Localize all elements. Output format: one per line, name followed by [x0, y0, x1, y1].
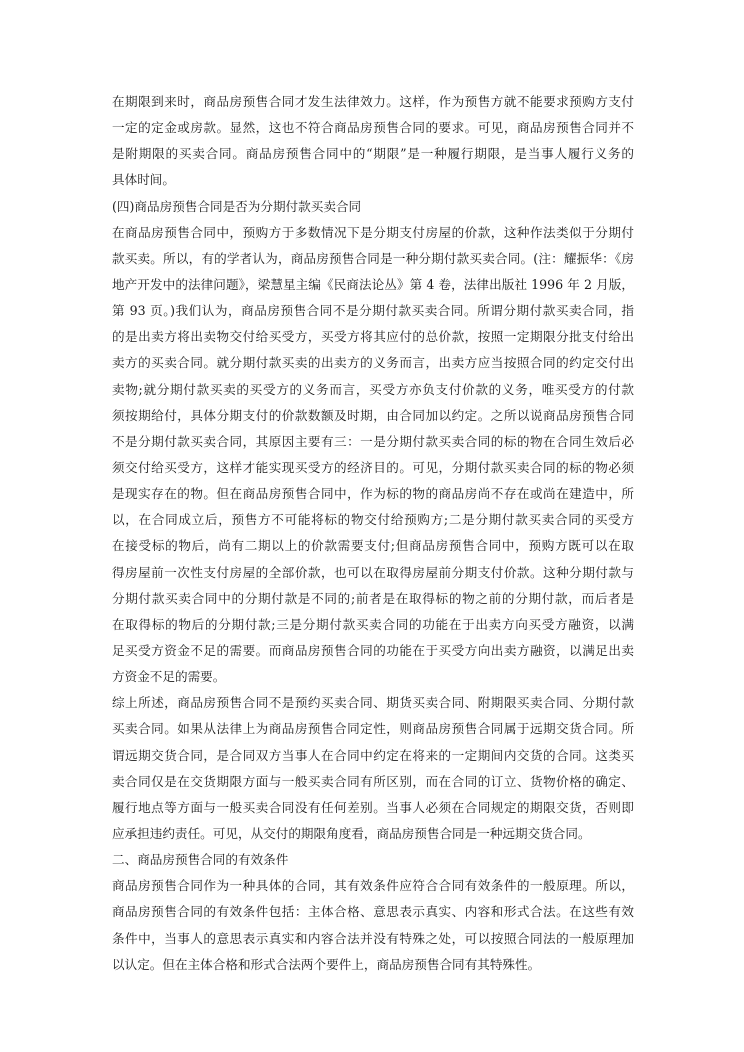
- text-line: 买卖合同。如果从法律上为商品房预售合同定性，则商品房预售合同属于远期交货合同。所: [112, 721, 634, 737]
- text-line: 条件中，当事人的意思表示真实和内容合法并没有特殊之处，可以按照合同法的一般原理加: [112, 930, 634, 946]
- text-line: 不是分期付款买卖合同，其原因主要有三：一是分期付款买卖合同的标的物在合同生效后必: [112, 433, 634, 449]
- text-line: 须交付给买受方，这样才能实现买受方的经济目的。可见，分期付款买卖合同的标的物必须: [112, 459, 634, 475]
- text-line: 分期付款买卖合同中的分期付款是不同的;前者是在取得标的物之前的分期付款，而后者是: [112, 590, 634, 606]
- text-line: 足买受方资金不足的需要。而商品房预售合同的功能在于买受方向出卖方融资，以满足出卖: [112, 642, 634, 658]
- text-line: 第 93 页。)我们认为，商品房预售合同不是分期付款买卖合同。所谓分期付款买卖合同，指: [112, 303, 634, 319]
- text-line: 方资金不足的需要。: [112, 669, 226, 685]
- text-line: 的是出卖方将出卖物交付给买受方，买受方将其应付的总价款，按照一定期限分批支付给出: [112, 329, 634, 345]
- text-line: 在接受标的物后，尚有二期以上的价款需要支付;但商品房预售合同中，预购方既可以在取: [112, 538, 634, 554]
- text-line: 须按期给付，具体分期支付的价款数额及时期，由合同加以约定。之所以说商品房预售合同: [112, 407, 634, 423]
- text-line: 谓远期交货合同，是合同双方当事人在合同中约定在将来的一定期间内交货的合同。这类买: [112, 747, 634, 763]
- text-line: 是附期限的买卖合同。商品房预售合同中的“期限”是一种履行期限，是当事人履行义务的: [112, 146, 634, 162]
- text-line: 是现实存在的物。但在商品房预售合同中，作为标的物的商品房尚不存在或尚在建造中，所: [112, 486, 634, 502]
- text-line: 具体时间。: [112, 172, 175, 188]
- text-line: 卖物;就分期付款买卖的买受方的义务而言，买受方亦负支付价款的义务，唯买受方的付款: [112, 381, 634, 397]
- text-line: 综上所述，商品房预售合同不是预约买卖合同、期货买卖合同、附期限买卖合同、分期付款: [112, 695, 634, 711]
- text-line: 卖合同仅是在交货期限方面与一般买卖合同有所区别，而在合同的订立、货物价格的确定、: [112, 773, 634, 789]
- text-line: 款买卖。所以，有的学者认为，商品房预售合同是一种分期付款买卖合同。(注：耀振华：《房: [112, 250, 634, 266]
- document-body: [112, 89, 634, 978]
- text-line: 得房屋前一次性支付房屋的全部价款，也可以在取得房屋前分期支付价款。这种分期付款与: [112, 564, 634, 580]
- text-line: 商品房预售合同作为一种具体的合同，其有效条件应符合合同有效条件的一般原理。所以，: [112, 878, 634, 894]
- text-line: 履行地点等方面与一般买卖合同没有任何差别。当事人必须在合同规定的期限交货，否则即: [112, 799, 634, 815]
- text-line: 在取得标的物后的分期付款;三是分期付款买卖合同的功能在于出卖方向买受方融资，以满: [112, 616, 634, 632]
- text-line: 一定的定金或房款。显然，这也不符合商品房预售合同的要求。可见，商品房预售合同并不: [112, 120, 634, 136]
- text-line: 在商品房预售合同中，预购方于多数情况下是分期支付房屋的价款，这种作法类似于分期付: [112, 224, 634, 240]
- text-line: 以认定。但在主体合格和形式合法两个要件上，商品房预售合同有其特殊性。: [112, 956, 541, 972]
- text-line: 在期限到来时，商品房预售合同才发生法律效力。这样，作为预售方就不能要求预购方支付: [112, 94, 634, 109]
- text-line: (四)商品房预售合同是否为分期付款买卖合同: [112, 198, 362, 214]
- text-line: 商品房预售合同的有效条件包括：主体合格、意思表示真实、内容和形式合法。在这些有效: [112, 904, 634, 920]
- text-line: 二、商品房预售合同的有效条件: [112, 852, 289, 868]
- text-line: 以，在合同成立后，预售方不可能将标的物交付给预购方;二是分期付款买卖合同的买受方: [112, 512, 634, 528]
- text-line: 地产开发中的法律问题》，梁慧星主编《民商法论丛》第 4 卷，法律出版社 1996 年 2 月版，: [112, 276, 634, 292]
- text-line: 卖方的买卖合同。就分期付款买卖的出卖方的义务而言，出卖方应当按照合同的约定交付出: [112, 355, 634, 371]
- text-line: 应承担违约责任。可见，从交付的期限角度看，商品房预售合同是一种远期交货合同。: [112, 825, 591, 841]
